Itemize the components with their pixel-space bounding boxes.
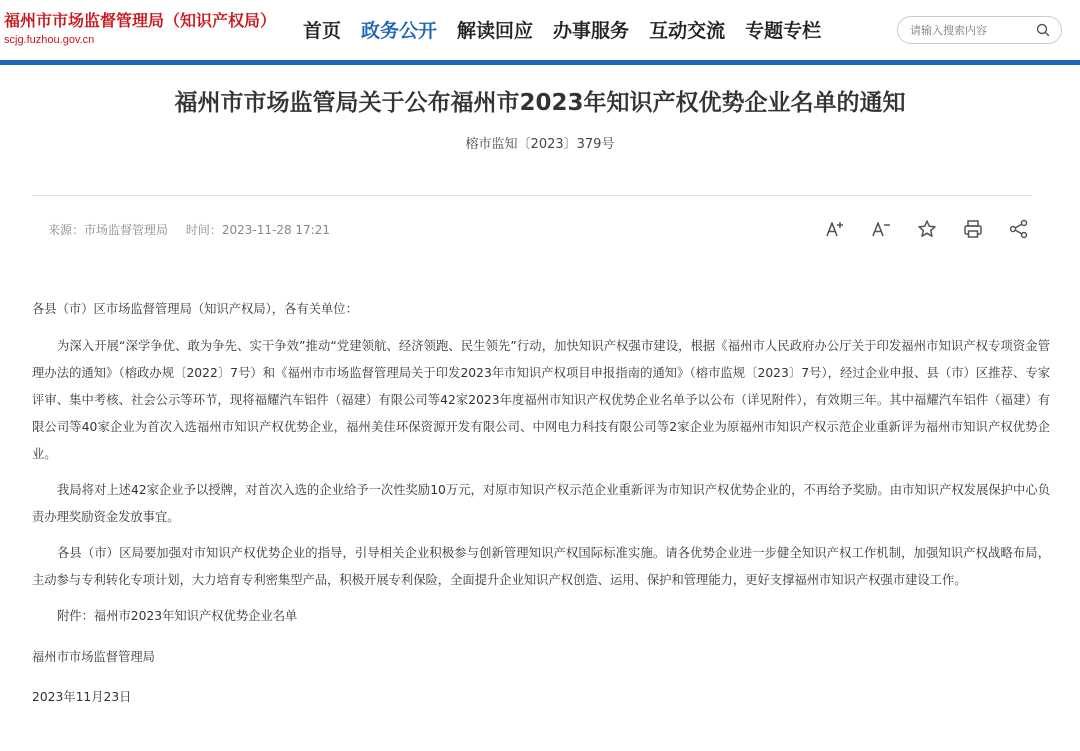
nav-item-home[interactable]: 首页 <box>303 20 342 42</box>
share-icon[interactable] <box>1008 218 1032 240</box>
article-body <box>32 296 1050 711</box>
page-title: 福州市市场监管局关于公布福州市2023年知识产权优势企业名单的通知 <box>174 90 906 116</box>
article-meta <box>48 221 344 238</box>
nav-item-services[interactable]: 办事服务 <box>553 20 630 42</box>
search-input[interactable] <box>910 21 1025 39</box>
main-nav <box>303 16 841 43</box>
header-accent-bar <box>0 60 1080 65</box>
divider <box>32 195 1032 196</box>
document-number: 榕市监知〔2023〕379号 <box>465 137 615 152</box>
signature: 福州市市场监督管理局 <box>32 650 155 664</box>
salutation: 各县（市）区市场监督管理局（知识产权局），各有关单位： <box>32 302 358 316</box>
paragraph: 各县（市）区局要加强对市知识产权优势企业的指导，引导相关企业积极参与创新管理知识产权国际标准实施。请各优势企业进一步健全知识产权工作机制，加强知识产权战略布局，主动参与专利转化专项计划，大力培育专利密集型产品，积极开展专利保险，全面提升企业知识产权创造、运用、保护和管理能力，更好支撑福州市知识产权强市建设工作。 <box>32 546 1050 587</box>
article-time: 时间：2023-11-28 17:21 <box>185 223 330 237</box>
favorite-star-icon[interactable] <box>916 218 940 240</box>
logo-domain: scjg.fuzhou.gov.cn <box>4 34 95 46</box>
print-icon[interactable] <box>962 218 986 240</box>
nav-item-interpretation[interactable]: 解读回应 <box>457 20 534 42</box>
font-increase-icon[interactable] <box>824 218 848 240</box>
paragraph: 为深入开展“深学争优、敢为争先、实干争效”推动“党建领航、经济领跑、民生领先”行动，加快知识产权强市建设，根据《福州市人民政府办公厅关于印发福州市知识产权专项资金管理办法的通知》（榕政办规〔2022〕7号）和《福州市市场监督管理局关于印发2023年市知识产权项目申报指南的通知》（榕市监规〔2023〕7号），经过企业申报、县（市）区推荐、专家评审、集中考核、社会公示等环节，现将福耀汽车铝件（福建）有限公司等42家2023年度福州市知识产权优势企业名单予以公布（详见附件），有效期三年。其中福耀汽车铝件（福建）有限公司等40家企业为首次入选福州市知识产权优势企业，福州美佳环保资源开发有限公司、中网电力科技有限公司等2家企业为原福州市知识产权示范企业重新评为福州市知识产权优势企业。 <box>32 339 1050 461</box>
attachment-link[interactable]: 附件：福州市2023年知识产权优势企业名单 <box>57 609 298 623</box>
nav-item-topics[interactable]: 专题专栏 <box>745 20 822 42</box>
signature-date: 2023年11月23日 <box>32 690 132 704</box>
nav-item-gov-affairs[interactable]: 政务公开 <box>361 20 438 42</box>
site-header <box>0 0 1080 60</box>
font-decrease-icon[interactable] <box>870 218 894 240</box>
paragraph: 我局将对上述42家企业予以授牌，对首次入选的企业给予一次性奖励10万元，对原市知识产权示范企业重新评为市知识产权优势企业的，不再给予奖励。由市知识产权发展保护中心负责办理奖励资金发放事宜。 <box>32 483 1050 524</box>
search-box <box>897 16 1062 44</box>
article-source: 来源：市场监督管理局 <box>48 223 169 237</box>
logo-title: 福州市市场监督管理局（知识产权局） <box>4 11 277 30</box>
site-logo[interactable] <box>4 8 276 46</box>
nav-item-interaction[interactable]: 互动交流 <box>649 20 726 42</box>
search-icon[interactable] <box>1035 22 1051 38</box>
article-tools <box>824 218 1054 240</box>
